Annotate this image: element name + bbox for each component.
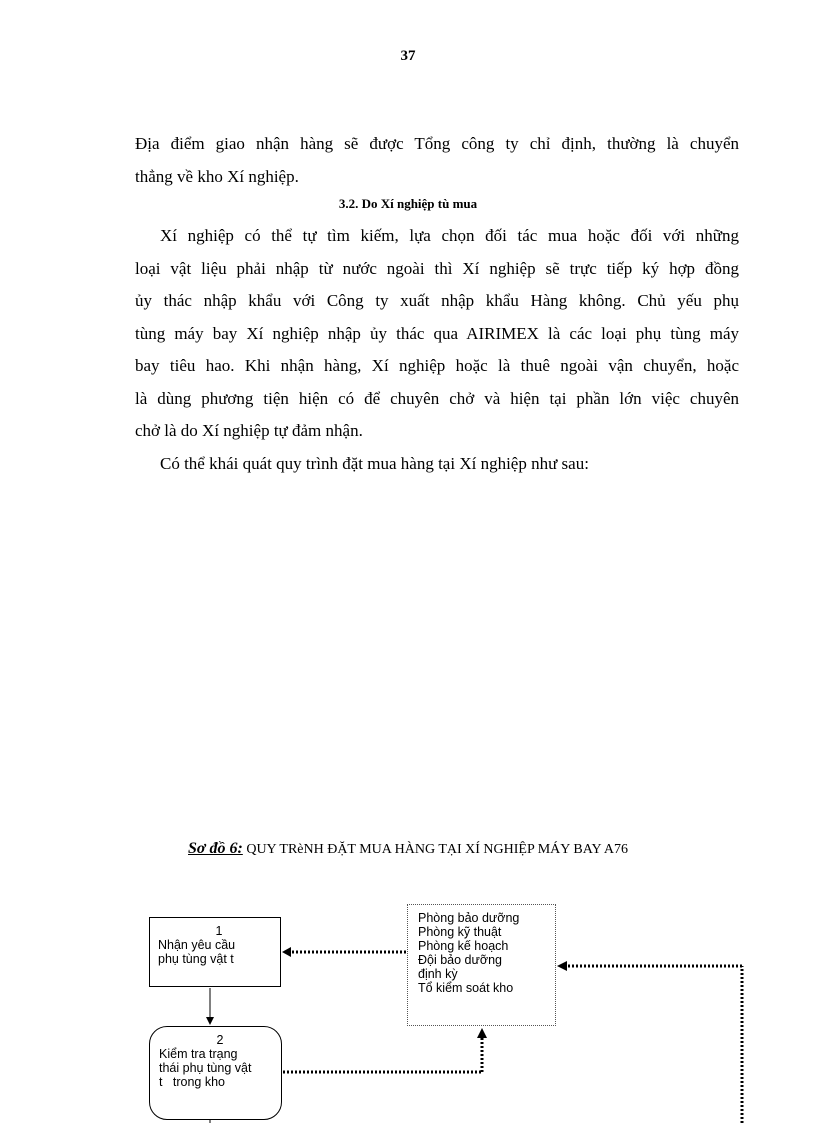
department-item: Tổ kiểm soát kho: [418, 981, 514, 995]
department-item: Phòng kỹ thuật: [418, 925, 502, 939]
return-arrow-head: [557, 961, 567, 971]
arrow-1-to-2-head: [206, 1017, 214, 1025]
body-line: loại vật liệu phải nhập từ nước ngoài thì Xí nghiệp sẽ trực tiếp ký hợp đồng: [135, 258, 739, 278]
step-1-line: phụ tùng vật t: [158, 952, 234, 966]
summary-line: Có thể khái quát quy trình đặt mua hàng tại Xí nghiệp như sau:: [160, 453, 589, 473]
arrow-2-to-dept-head: [477, 1028, 487, 1038]
departments-box: [407, 904, 556, 1026]
body-line: tùng máy bay Xí nghiệp nhập ủy thác qua AIRIMEX là các loại phụ tùng máy: [135, 323, 739, 343]
step-2-box: [149, 1026, 282, 1120]
intro-line: thẳng về kho Xí nghiệp.: [135, 166, 299, 186]
body-line: chở là do Xí nghiệp tự đảm nhận.: [135, 421, 363, 440]
body-line: ủy thác nhập khẩu với Công ty xuất nhập khẩu Hàng không. Chủ yếu phụ: [135, 291, 739, 310]
body-line: Xí nghiệp có thể tự tìm kiếm, lựa chọn đối tác mua hoặc đối với những: [160, 226, 739, 245]
body-line: là dùng phương tiện hiện có để chuyên chở và hiện tại phần lớn việc chuyên: [135, 388, 739, 408]
step-2-line: t trong kho: [159, 1075, 226, 1089]
step-2-line: Kiểm tra trạng: [159, 1047, 238, 1061]
step-1-box: [149, 917, 281, 987]
section-heading: 3.2. Do Xí nghiệp tù mua: [338, 196, 478, 211]
diagram-title-text: QUY TRèNH ĐẶT MUA HÀNG TẠI XÍ NGHIỆP MÁY BAY A76: [246, 842, 628, 857]
department-item: định kỳ: [418, 967, 458, 981]
step-1-number: 1: [215, 924, 223, 938]
step-2-number: 2: [216, 1033, 224, 1047]
department-item: Đội bảo dưỡng: [418, 953, 502, 967]
diagram-label: Sơ đồ 6:: [188, 840, 243, 857]
step-1-line: Nhận yêu cầu: [158, 938, 236, 952]
page-number: 37: [400, 48, 416, 64]
department-item: Phòng bảo dưỡng: [418, 911, 520, 925]
step-2-line: thái phụ tùng vật: [159, 1061, 252, 1075]
intro-line: Địa điểm giao nhận hàng sẽ được Tổng công ty chỉ định, thường là chuyển: [135, 134, 739, 153]
arrow-dept-to-1-head: [282, 947, 291, 957]
body-line: bay tiêu hao. Khi nhận hàng, Xí nghiệp hoặc là thuê ngoài vận chuyển, hoặc: [135, 356, 739, 375]
department-item: Phòng kế hoạch: [418, 939, 509, 953]
